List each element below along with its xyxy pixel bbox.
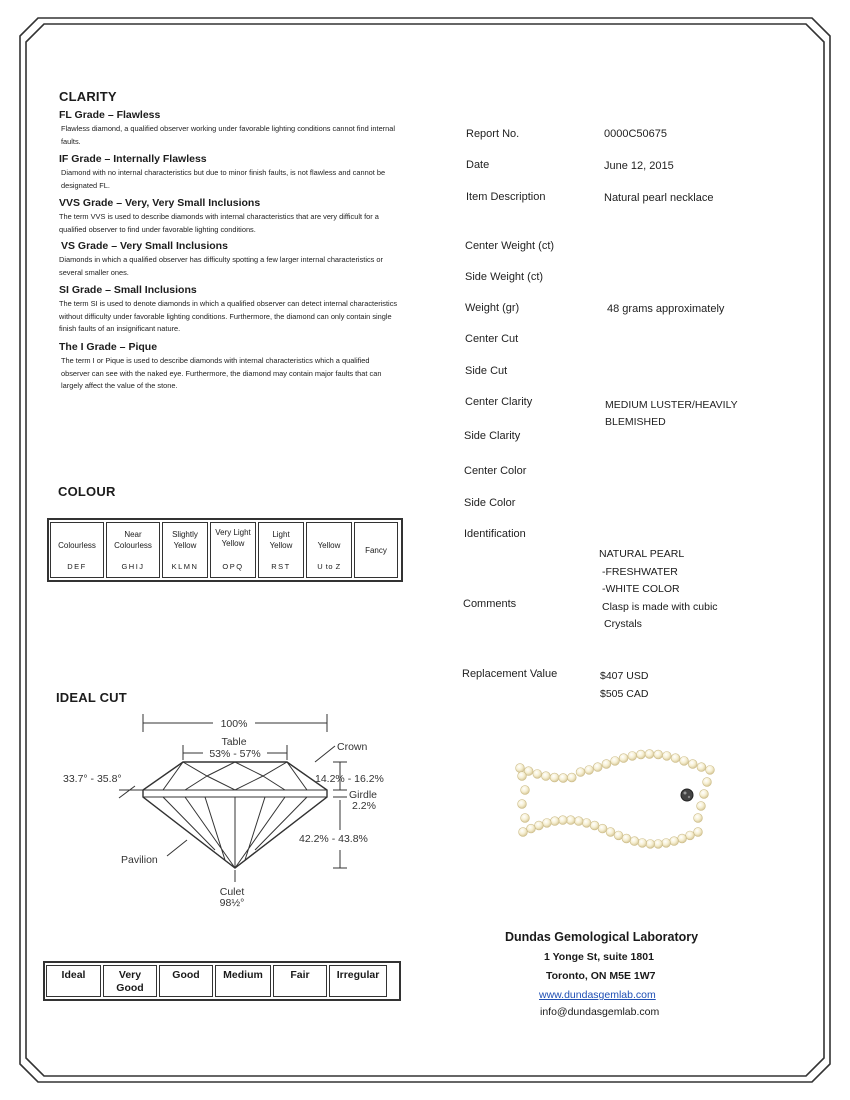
side-color-label: Side Color: [464, 497, 516, 509]
lab-website-link[interactable]: www.dundasgemlab.com: [539, 989, 656, 1001]
pearl-bead: [611, 757, 620, 766]
grade-title: FL Grade – Flawless: [59, 109, 161, 121]
pearl-bead: [697, 763, 706, 772]
pearl-bead: [542, 772, 551, 781]
comment-line: -FRESHWATER: [602, 565, 678, 578]
pearl-bead: [574, 817, 583, 826]
pearl-bead: [654, 840, 663, 849]
culet-angle-label: 98½°: [219, 897, 245, 909]
grade-description: The term SI is used to denote diamonds in which a qualified observer can detect internal characteristics without difficulty under favorable lighting conditions. Furthermore, the diamond can only contain single finish faults of an insignificant nature.: [59, 299, 398, 333]
comments-label: Comments: [463, 598, 517, 610]
cut-grade-label: Irregular: [336, 969, 380, 981]
colour-cell: [258, 522, 304, 578]
grade-description: Flawless diamond, a qualified observer working under favorable lighting conditions cannot find internal faults.: [61, 124, 396, 146]
pearl-bead: [567, 773, 576, 782]
cut-grade-cell: [159, 965, 213, 997]
pearl-bead: [521, 814, 530, 823]
center-color-label: Center Color: [464, 465, 527, 477]
diamond-proportions-diagram: [55, 710, 400, 910]
comments-lines: [599, 546, 718, 634]
colour-cell: [354, 522, 398, 578]
center-weight-label: Center Weight (ct): [465, 240, 555, 252]
pavilion-depth-label: 42.2% - 43.8%: [299, 833, 368, 845]
culet-label: Culet: [219, 886, 245, 898]
replacement-line: $407 USD: [600, 670, 649, 682]
clarity-grade-si: [59, 284, 399, 336]
pearl-bead: [533, 770, 542, 779]
identification-label: Identification: [464, 528, 526, 540]
pearl-bead: [662, 752, 671, 761]
grade-title: The I Grade – Pique: [59, 341, 158, 353]
clarity-grade-if: [59, 153, 399, 192]
pearl-bead: [516, 764, 525, 773]
pearl-bead: [518, 800, 527, 809]
pearl-bead: [694, 814, 703, 823]
pearl-bead: [598, 824, 607, 833]
grade-description: The term VVS is used to describe diamonds with internal characteristics that are very difficult for a qualified observer to find under favorable lighting conditions.: [59, 212, 379, 234]
center-cut-label: Center Cut: [465, 333, 519, 345]
colour-cell-name: Colourless: [58, 540, 96, 550]
pearl-bead: [622, 834, 631, 843]
colour-cell-name: Slightly Yellow: [172, 530, 198, 550]
weight-gr-value: 48 grams approximately: [607, 303, 725, 315]
pearl-bead: [628, 752, 637, 761]
lab-email: info@dundasgemlab.com: [540, 1006, 660, 1018]
girdle-label: Girdle: [349, 789, 378, 801]
cut-grade-cell: [273, 965, 327, 997]
side-cut-label: Side Cut: [465, 365, 508, 377]
pearl-bead: [593, 763, 602, 772]
clarity-grade-vvs: [59, 197, 399, 236]
pearl-bead: [670, 837, 679, 846]
pearl-bead: [678, 834, 687, 843]
comment-line: NATURAL PEARL: [599, 548, 685, 560]
pearl-bead: [582, 819, 591, 828]
pearl-bead: [697, 802, 706, 811]
colour-cell-letters: RST: [271, 562, 291, 571]
crown-height-label: 14.2% - 16.2%: [315, 773, 384, 785]
weight-gr-label: Weight (gr): [465, 302, 520, 314]
center-clarity-value: MEDIUM LUSTER/HEAVILY BLEMISHED: [605, 399, 738, 428]
comment-line: Crystals: [604, 618, 642, 630]
colour-cell-letters: KLMN: [171, 562, 199, 571]
grade-title: VVS Grade – Very, Very Small Inclusions: [59, 197, 261, 209]
colour-cell-letters: DEF: [67, 562, 87, 571]
comment-line: -WHITE COLOR: [602, 583, 680, 595]
cut-grade-label: Medium: [223, 969, 263, 981]
lab-address-1: 1 Yonge St, suite 1801: [544, 951, 654, 963]
pearl-bead: [543, 819, 552, 828]
cut-grade-cell: [103, 965, 157, 997]
colour-heading: COLOUR: [58, 484, 116, 499]
item-description-label: Item Description: [466, 191, 546, 203]
pearl-bead: [576, 768, 585, 777]
lab-address-2: Toronto, ON M5E 1W7: [546, 970, 656, 982]
cut-grade-label: Fair: [290, 969, 310, 981]
pearl-bead: [686, 831, 695, 840]
pearl-bead: [606, 828, 615, 837]
clarity-grade-vs: [59, 240, 399, 279]
pearl-bead: [645, 750, 654, 759]
item-description-value: Natural pearl necklace: [604, 192, 714, 204]
colour-cell-letters: U to Z: [317, 562, 341, 571]
replacement-value-label: Replacement Value: [462, 668, 558, 680]
replacement-line: $505 CAD: [600, 688, 649, 700]
grade-title: VS Grade – Very Small Inclusions: [61, 240, 228, 252]
grade-description: Diamonds in which a qualified observer has difficulty spotting a few larger internal characteristics or several smaller ones.: [59, 255, 383, 277]
lab-name: Dundas Gemological Laboratory: [505, 930, 699, 944]
colour-cell: [306, 522, 352, 578]
pearl-bead: [590, 821, 599, 830]
grade-title: IF Grade – Internally Flawless: [59, 153, 207, 165]
cut-grade-label: Good: [172, 969, 200, 981]
pearl-bead: [637, 750, 646, 759]
pearl-bead: [662, 839, 671, 848]
pearl-bead: [706, 766, 715, 775]
side-clarity-label: Side Clarity: [464, 430, 521, 442]
cut-grade-cell: [329, 965, 387, 997]
pearl-bead: [585, 766, 594, 775]
pavilion-label: Pavilion: [121, 854, 158, 866]
table-range-label: 53% - 57%: [209, 748, 261, 760]
clasp-icon: [681, 789, 693, 801]
cut-grade-label: Ideal: [61, 969, 86, 981]
pearl-bead: [614, 831, 623, 840]
cut-grade-cell: [215, 965, 271, 997]
clarity-grade-i: [59, 341, 399, 393]
pearl-bead: [646, 840, 655, 849]
cut-grade-table: [43, 961, 401, 1001]
pearl-bead: [700, 790, 709, 799]
width-label: 100%: [220, 718, 248, 730]
colour-cell: [106, 522, 160, 578]
pearl-necklace-photo: [500, 740, 720, 880]
ideal-cut-heading: IDEAL CUT: [56, 690, 127, 705]
pearl-bead: [680, 757, 689, 766]
pearl-bead: [521, 786, 530, 795]
pearl-bead: [694, 828, 703, 837]
pearl-bead: [638, 839, 647, 848]
comment-line: Clasp is made with cubic: [602, 600, 718, 613]
colour-cell: [50, 522, 104, 578]
clarity-grade-fl: [59, 109, 399, 148]
girdle-pct-label: 2.2%: [352, 800, 376, 812]
colour-cell: [162, 522, 208, 578]
pearl-bead: [566, 816, 575, 825]
pearl-bead: [703, 778, 712, 787]
grade-description: The term I or Pique is used to describe diamonds with internal characteristics which a qualified observer can see with the naked eye. Furthermore, the diamond may contain major faults that can largely affect the value of the stone.: [61, 356, 382, 390]
cut-grade-label: Very Good: [116, 969, 144, 994]
pearl-bead: [550, 817, 559, 826]
pearl-bead: [558, 816, 567, 825]
replacement-lines: [600, 667, 648, 703]
colour-cell-name: Near Colourless: [114, 530, 152, 550]
center-clarity-label: Center Clarity: [465, 396, 533, 408]
grade-description: Diamond with no internal characteristics but due to minor finish faults, is not flawless and cannot be designated FL.: [61, 168, 386, 190]
colour-cell: [210, 522, 256, 578]
side-weight-label: Side Weight (ct): [465, 271, 544, 283]
pearl-bead: [688, 760, 697, 769]
colour-cell-name: Yellow: [317, 540, 341, 550]
pearl-bead: [519, 828, 528, 837]
colour-cell-name: Very Light Yellow: [215, 528, 251, 548]
pearl-bead: [671, 754, 680, 763]
table-label: Table: [221, 736, 247, 748]
clarity-heading: CLARITY: [59, 89, 117, 104]
crown-label: Crown: [337, 741, 368, 753]
pearl-bead: [527, 824, 536, 833]
pearl-bead: [619, 754, 628, 763]
colour-cell-letters: GHIJ: [121, 562, 145, 571]
report-no-value: 0000C50675: [604, 128, 668, 140]
colour-scale-table: [47, 518, 403, 582]
grade-title: SI Grade – Small Inclusions: [59, 284, 197, 296]
pearl-bead: [654, 750, 663, 759]
pearl-bead: [535, 821, 544, 830]
report-no-label: Report No.: [466, 128, 520, 140]
date-label: Date: [466, 159, 490, 171]
pearl-bead: [550, 773, 559, 782]
colour-cell-letters: OPQ: [222, 562, 244, 571]
date-value: June 12, 2015: [604, 160, 674, 172]
cut-grade-cell: [46, 965, 101, 997]
pearl-bead: [559, 774, 568, 783]
pearl-bead: [602, 760, 611, 769]
colour-cell-name: Light Yellow: [269, 530, 293, 550]
pearl-bead: [518, 772, 527, 781]
crown-angle-label: 33.7° - 35.8°: [63, 773, 122, 785]
colour-cell-name: Fancy: [365, 546, 387, 555]
pearl-bead: [630, 837, 639, 846]
